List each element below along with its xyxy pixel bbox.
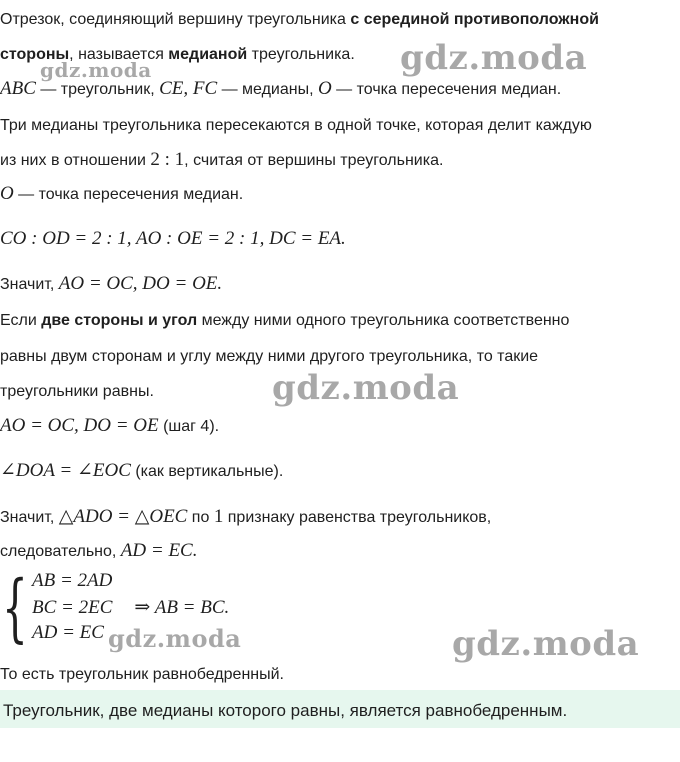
conclusion-text: Треугольник, две медианы которого равны, является равнобедренным. xyxy=(3,701,568,720)
text-line: Значит, △ADO = △OEC по 1 признаку равенства треугольников, xyxy=(0,506,492,527)
brace-icon: { xyxy=(2,565,28,651)
text-line: Отрезок, соединяющий вершину треугольника с серединой противоположной xyxy=(0,11,599,28)
text-line: Три медианы треугольника пересекаются в одной точке, которая делит каждую xyxy=(0,117,592,134)
text-line: из них в отношении 2 : 1, считая от вершины треугольника. xyxy=(0,149,444,170)
watermark: gdz.moda xyxy=(108,624,242,653)
watermark: gdz.moda xyxy=(452,624,640,664)
system-row: AD = EC xyxy=(32,622,104,643)
conclusion-box xyxy=(0,690,680,728)
math-line: CO : OD = 2 : 1, AO : OE = 2 : 1, DC = EA. xyxy=(0,228,346,249)
text-line: ∠DOA = ∠EOC (как вертикальные). xyxy=(0,460,284,481)
watermark: gdz.moda xyxy=(400,38,588,78)
text-line: следовательно, AD = EC. xyxy=(0,540,198,561)
text-line: треугольники равны. xyxy=(0,383,154,400)
text-line: Значит, AO = OC, DO = OE. xyxy=(0,273,223,294)
text-line: Если две стороны и угол между ними одного треугольника соответственно xyxy=(0,312,570,329)
system-row: BC = 2EC ⇒ AB = BC. xyxy=(32,597,230,618)
watermark: gdz.moda xyxy=(40,58,152,82)
system-row: AB = 2AD xyxy=(32,570,113,591)
text-line: равны двум сторонам и углу между ними другого треугольника, то такие xyxy=(0,348,539,365)
watermark: gdz.moda xyxy=(272,368,460,408)
text-line: ABC — треугольник, CE, FC — медианы, O — точка пересечения медиан. xyxy=(0,78,562,99)
text-line: O — точка пересечения медиан. xyxy=(0,183,244,204)
text-line: AO = OC, DO = OE (шаг 4). xyxy=(0,415,220,436)
text-line: стороны, называется медианой треугольника. xyxy=(0,46,355,63)
equation-system xyxy=(0,566,320,650)
text-line: То есть треугольник равнобедренный. xyxy=(0,666,284,683)
